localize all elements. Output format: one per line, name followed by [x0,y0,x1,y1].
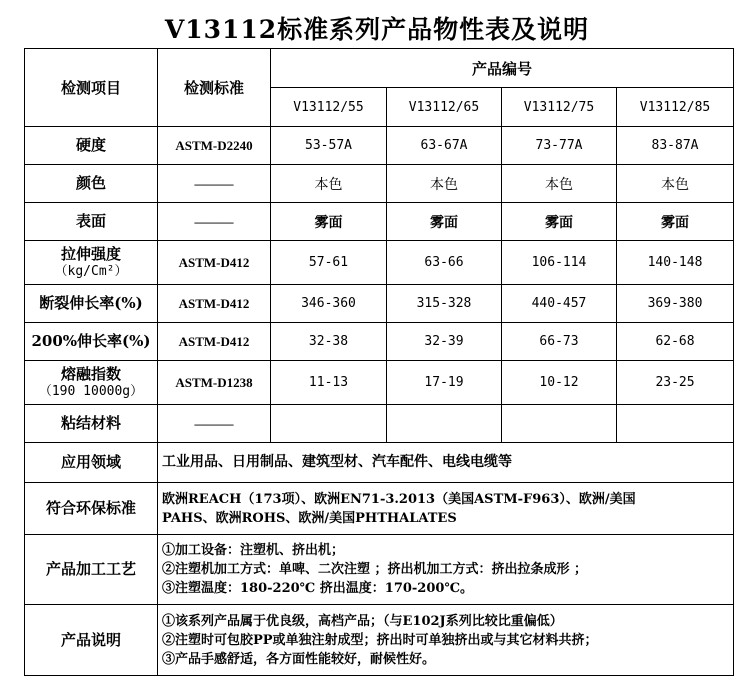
cell-value: 23-25 [617,361,734,405]
processing-row [25,535,734,605]
property-table [24,48,734,676]
processing-label: 产品加工工艺 [25,535,158,605]
row-label: 颜色 [25,165,158,203]
table-row [25,127,734,165]
cell-value: 本色 [502,165,617,203]
row-standard: ASTM-D412 [158,241,271,285]
cell-value: 63-67A [387,127,502,165]
cell-value: 106-114 [502,241,617,285]
row-standard: ASTM-D412 [158,323,271,361]
cell-value: 63-66 [387,241,502,285]
processing-text: ①加工设备：注塑机、挤出机； ②注塑机加工方式：单啤、二次注塑 ；挤出机加工方式：挤出拉条成形 ； ③注塑温度：180-220℃ 挤出温度：170-200℃。 [158,535,734,605]
cell-value: 57-61 [271,241,387,285]
header-item: 检测项目 [25,49,158,127]
cell-value: 本色 [617,165,734,203]
cell-value: 62-68 [617,323,734,361]
description-text: ①该系列产品属于优良级，高档产品；（与E102J系列比较比重偏低） ②注塑时可包胶PP或单独注射成型；挤出时可单独挤出或与其它材料共挤； ③产品手感舒适，各方面性能较好，耐候性好。 [158,605,734,676]
model-75: V13112/75 [502,88,617,127]
cell-value: 346-360 [271,285,387,323]
row-label: 200%伸长率(%) [25,323,158,361]
header-standard: 检测标准 [158,49,271,127]
compliance-text: 欧洲REACH（173项）、欧洲EN71-3.2013（美国ASTM-F963）、欧洲/美国 PAHS、欧洲ROHS、欧洲/美国PHTHALATES [158,483,734,535]
row-standard: ASTM-D412 [158,285,271,323]
cell-value: 雾面 [271,203,387,241]
table-row [25,203,734,241]
row-standard: ——— [158,405,271,443]
cell-value: 雾面 [617,203,734,241]
cell-value: 440-457 [502,285,617,323]
cell-value: 本色 [387,165,502,203]
table-row [25,361,734,405]
cell-value: 315-328 [387,285,502,323]
description-label: 产品说明 [25,605,158,676]
cell-value: 73-77A [502,127,617,165]
page-title: V13112标准系列产品物性表及说明 [164,15,590,44]
row-label: 粘结材料 [25,405,158,443]
cell-value: 66-73 [502,323,617,361]
row-standard: ASTM-D1238 [158,361,271,405]
row-label: 表面 [25,203,158,241]
application-label: 应用领域 [25,443,158,483]
cell-value: 53-57A [271,127,387,165]
cell-value: 140-148 [617,241,734,285]
row-label: 熔融指数 （190 10000g） [25,361,158,405]
row-standard: ——— [158,165,271,203]
description-row [25,605,734,676]
model-85: V13112/85 [617,88,734,127]
cell-value: 雾面 [502,203,617,241]
cell-value: 17-19 [387,361,502,405]
cell-value: 11-13 [271,361,387,405]
table-row [25,165,734,203]
row-label: 硬度 [25,127,158,165]
row-standard: ASTM-D2240 [158,127,271,165]
header-product-code: 产品编号 [271,49,734,88]
cell-value: 369-380 [617,285,734,323]
cell-value [617,405,734,443]
compliance-row [25,483,734,535]
application-text: 工业用品、日用制品、建筑型材、汽车配件、电线电缆等 [158,443,734,483]
table-row [25,323,734,361]
application-row [25,443,734,483]
row-standard: ——— [158,203,271,241]
model-55: V13112/55 [271,88,387,127]
table-row [25,241,734,285]
cell-value: 雾面 [387,203,502,241]
row-label: 断裂伸长率(%) [25,285,158,323]
cell-value [502,405,617,443]
row-label: 拉伸强度 （kg/Cm²） [25,241,158,285]
compliance-label: 符合环保标准 [25,483,158,535]
model-65: V13112/65 [387,88,502,127]
cell-value: 本色 [271,165,387,203]
cell-value: 10-12 [502,361,617,405]
cell-value: 83-87A [617,127,734,165]
cell-value: 32-38 [271,323,387,361]
table-row [25,285,734,323]
cell-value [271,405,387,443]
cell-value: 32-39 [387,323,502,361]
table-row [25,405,734,443]
cell-value [387,405,502,443]
